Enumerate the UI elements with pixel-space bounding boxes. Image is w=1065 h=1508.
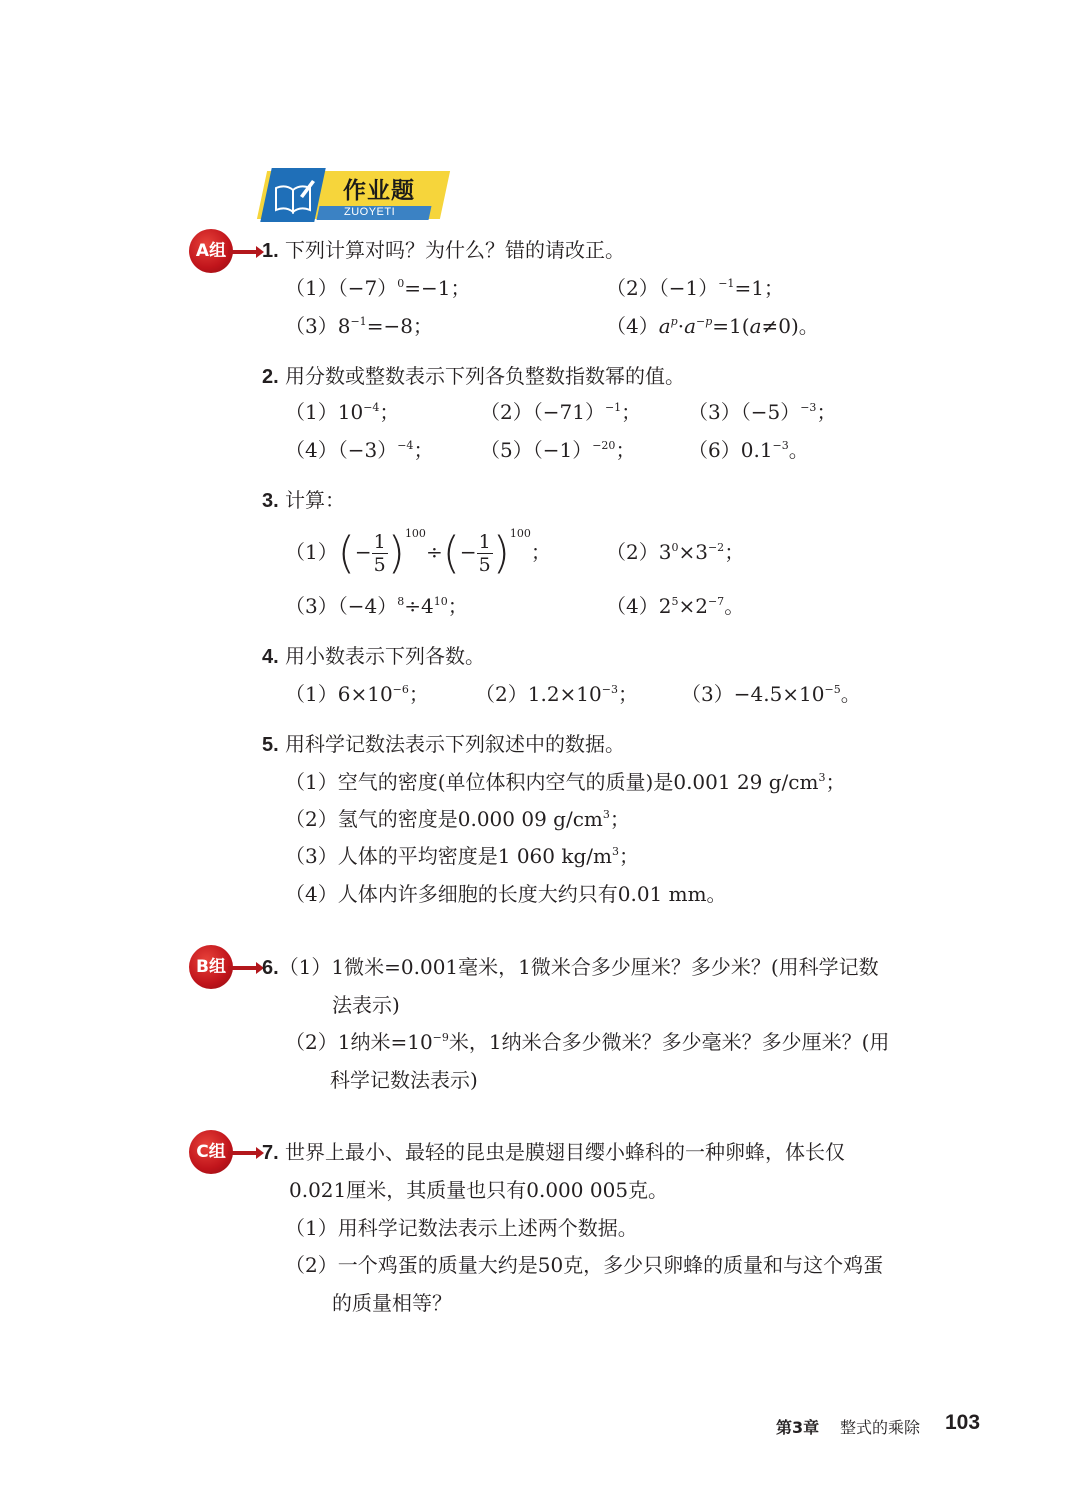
q4-p3-label: （3） <box>681 682 734 706</box>
q4-part3 <box>681 680 861 708</box>
q2-p4-base: （−3） <box>337 438 398 462</box>
q3-p3-label: （3） <box>285 594 338 618</box>
q7-p1-label: （1） <box>285 1216 338 1240</box>
q5-stem <box>262 730 625 759</box>
q5-part2 <box>285 805 630 833</box>
q3-p1-div: ÷ <box>425 540 443 564</box>
q1-p4-dot: · <box>677 314 685 338</box>
q1-p4-a3: a <box>749 314 762 338</box>
q4-p3-exp: −5 <box>824 683 841 696</box>
q1-p4-exp2: −p <box>696 315 713 328</box>
header-subtitle: ZUOYETI <box>344 206 396 218</box>
q4-p3-end: 。 <box>840 682 861 706</box>
q3-p1-exp: 100 <box>404 527 426 540</box>
q3-p1-fraction2 <box>477 531 493 576</box>
header-title: 作业题 <box>343 178 415 204</box>
footer-chapter-title: 整式的乘除 <box>840 1418 921 1437</box>
q2-p3-label: （3） <box>688 400 741 424</box>
q5-p1-end: ； <box>825 770 846 794</box>
q4-p1-label: （1） <box>285 682 338 706</box>
q5-p2-label: （2） <box>285 807 338 831</box>
q1-p3-base: 8 <box>337 314 351 338</box>
q1-p4-a: a <box>658 314 671 338</box>
q1-p4-label: （4） <box>606 314 659 338</box>
q4-p2-end: ； <box>617 682 638 706</box>
q3-p2-end: ； <box>724 540 745 564</box>
q3-stem <box>262 486 345 515</box>
q6-part1-line2: 法表示) <box>332 993 400 1017</box>
q2-p3-end: ； <box>816 400 837 424</box>
q5-p2-end: ； <box>609 807 630 831</box>
q2-p6-exp: −3 <box>772 439 789 452</box>
q2-p2-exp: −1 <box>604 401 622 414</box>
q2-p5-exp: −20 <box>592 439 616 452</box>
q1-p4-exp1: p <box>670 315 678 328</box>
q1-p2-rest: =1； <box>734 276 784 300</box>
q7-number: 7. <box>262 1142 279 1164</box>
q5-p3-end: ； <box>618 844 639 868</box>
q3-p1-denominator2: 5 <box>478 554 491 576</box>
q1-p1-label: （1） <box>285 276 338 300</box>
q6-part2-line2: 科学记数法表示) <box>330 1068 478 1092</box>
q5-part3 <box>285 842 639 870</box>
q2-p5-label: （5） <box>480 438 533 462</box>
q3-p2-label: （2） <box>606 540 659 564</box>
q2-p1-exp: −4 <box>363 401 380 414</box>
q2-part3 <box>688 398 836 426</box>
group-c-badge: C组 <box>189 1130 233 1174</box>
q3-p4-b2: 2 <box>695 594 708 618</box>
q2-p5-end: ； <box>615 438 636 462</box>
q3-p2-e1: 0 <box>671 541 679 554</box>
q1-part2 <box>606 274 784 302</box>
q5-p2-text: 氢气的密度是0.000 09 g/cm <box>337 807 603 831</box>
q7-p2-line1: 一个鸡蛋的质量大约是50克，多少只卵蜂的质量和与这个鸡蛋 <box>337 1253 884 1277</box>
q7-part1 <box>285 1214 638 1242</box>
q2-p6-end: 。 <box>788 438 809 462</box>
q7-part2-line2: 的质量相等？ <box>332 1291 452 1315</box>
q3-p1-label: （1） <box>285 540 338 564</box>
q2-p4-label: （4） <box>285 438 338 462</box>
q1-p4-a2: a <box>684 314 697 338</box>
q5-number: 5. <box>262 734 279 756</box>
group-c-pointer <box>228 1151 258 1155</box>
group-a-badge: A组 <box>189 229 233 273</box>
q3-p3-end: ； <box>447 594 468 618</box>
q1-part4 <box>606 312 819 340</box>
q3-part1 <box>285 524 551 580</box>
group-b-pointer <box>228 966 258 970</box>
q3-p2-e2: −2 <box>707 541 725 554</box>
q4-stem <box>262 642 485 671</box>
q2-p1-label: （1） <box>285 400 338 424</box>
q2-p1-base: 10 <box>337 400 364 424</box>
q1-p2-exp: −1 <box>718 277 735 290</box>
q3-p1-denominator: 5 <box>373 554 386 576</box>
q7-line1-text: 世界上最小、最轻的昆虫是膜翅目缨小蜂科的一种卵蜂，体长仅 <box>285 1140 846 1164</box>
q3-text: 计算： <box>285 488 346 512</box>
q3-p1-rparen: ) <box>387 527 405 579</box>
q4-p2-label: （2） <box>475 682 528 706</box>
q5-p3-text: 人体的平均密度是1 060 kg/m <box>337 844 612 868</box>
q1-part3 <box>285 312 433 340</box>
q3-part4 <box>606 592 744 620</box>
q3-p4-label: （4） <box>606 594 659 618</box>
q1-p3-label: （3） <box>285 314 338 338</box>
q3-p1-fraction <box>372 531 388 576</box>
q2-p3-base: （−5） <box>740 400 801 424</box>
q3-p3-e1: 8 <box>397 595 405 608</box>
q5-p3-exp: 3 <box>611 845 619 858</box>
q4-p2-base: 1.2×10 <box>527 682 602 706</box>
q3-p1-numerator: 1 <box>373 531 386 553</box>
footer-chapter: 第3章 <box>776 1418 820 1437</box>
q7-part2-line1 <box>285 1251 883 1279</box>
q3-p4-op: × <box>678 594 696 618</box>
book-pen-icon <box>270 174 318 218</box>
q7-line2: 0.021厘米，其质量也只有0.000 005克。 <box>289 1178 669 1202</box>
q3-p1-end: ； <box>530 540 551 564</box>
q6-number: 6. <box>262 957 279 979</box>
q1-p3-rest: =−8； <box>366 314 433 338</box>
q7-p1-text: 用科学记数法表示上述两个数据。 <box>337 1216 638 1240</box>
q2-p4-end: ； <box>413 438 434 462</box>
q1-text: 下列计算对吗？为什么？错的请改正。 <box>285 238 626 262</box>
q2-part1 <box>285 398 399 426</box>
q2-p3-exp: −3 <box>800 401 817 414</box>
q2-p6-base: 0.1 <box>740 438 773 462</box>
q4-part1 <box>285 680 429 708</box>
q3-p1-minus: − <box>354 540 372 564</box>
q6-p1-label: （1） <box>278 955 332 979</box>
q4-p1-exp: −6 <box>392 683 409 696</box>
q1-p1-exp: 0 <box>397 277 405 290</box>
q2-part2 <box>480 398 641 426</box>
q2-p4-exp: −4 <box>397 439 414 452</box>
q1-p1-rest: =−1； <box>404 276 471 300</box>
q3-p2-op: × <box>678 540 696 564</box>
q5-p1-label: （1） <box>285 770 338 794</box>
q4-part2 <box>475 680 638 708</box>
q7-p2-label: （2） <box>285 1253 338 1277</box>
q3-p1-lparen2: ( <box>442 527 460 579</box>
q3-number: 3. <box>262 490 279 512</box>
q2-number: 2. <box>262 366 279 388</box>
q5-p3-label: （3） <box>285 844 338 868</box>
q6-part2-line1 <box>285 1028 889 1056</box>
q5-p2-exp: 3 <box>602 808 610 821</box>
q5-p1-exp: 3 <box>818 771 826 784</box>
q6-p2-b: 米，1纳米合多少微米？多少毫米？多少厘米？(用 <box>448 1030 890 1054</box>
q4-p1-base: 6×10 <box>337 682 393 706</box>
q2-stem <box>262 362 685 391</box>
q7-line1 <box>262 1138 845 1167</box>
q1-stem <box>262 236 625 265</box>
q4-p2-exp: −3 <box>601 683 618 696</box>
q3-p3-op: ÷ <box>404 594 421 618</box>
page-number: 103 <box>945 1411 981 1434</box>
q3-p3-b1: （−4） <box>337 594 398 618</box>
q4-p1-end: ； <box>408 682 429 706</box>
q5-part1 <box>285 768 845 796</box>
q3-p4-e1: 5 <box>671 595 679 608</box>
q1-p1-base: （−7） <box>337 276 398 300</box>
q3-part2 <box>606 538 744 566</box>
q1-p4-rest1: =1( <box>712 314 750 338</box>
q5-p4-text: 人体内许多细胞的长度大约只有0.01 mm。 <box>337 882 727 906</box>
q5-p1-text: 空气的密度(单位体积内空气的质量)是0.001 29 g/cm <box>337 770 819 794</box>
q3-p1-lparen: ( <box>337 527 355 579</box>
q5-p4-label: （4） <box>285 882 338 906</box>
q3-p4-end: 。 <box>724 594 745 618</box>
q3-p1-numerator2: 1 <box>478 531 491 553</box>
q3-p2-b2: 3 <box>695 540 708 564</box>
q2-p1-end: ； <box>379 400 400 424</box>
q3-p4-b1: 2 <box>658 594 672 618</box>
q3-p1-rparen2: ) <box>492 527 510 579</box>
q6-p1-line1: 1微米=0.001毫米，1微米合多少厘米？多少米？(用科学记数 <box>331 955 879 979</box>
group-b-badge: B组 <box>189 945 233 989</box>
q2-part5 <box>480 436 635 464</box>
q3-p1-exp2: 100 <box>509 527 531 540</box>
q3-p3-b2: 4 <box>420 594 434 618</box>
q1-p2-base: （−1） <box>658 276 719 300</box>
q6-p2-exp: −9 <box>432 1031 449 1044</box>
q2-text: 用分数或整数表示下列各负整数指数幂的值。 <box>285 364 686 388</box>
q2-p2-base: （−71） <box>532 400 605 424</box>
q1-p2-label: （2） <box>606 276 659 300</box>
q3-p4-e2: −7 <box>707 595 725 608</box>
q4-text: 用小数表示下列各数。 <box>285 644 486 668</box>
q5-part4 <box>285 880 727 908</box>
q5-text: 用科学记数法表示下列叙述中的数据。 <box>285 732 626 756</box>
q1-part1 <box>285 274 470 302</box>
q1-number: 1. <box>262 240 279 262</box>
q2-p6-label: （6） <box>688 438 741 462</box>
q4-number: 4. <box>262 646 279 668</box>
q2-p2-label: （2） <box>480 400 533 424</box>
q1-p3-exp: −1 <box>350 315 367 328</box>
q2-p5-base: （−1） <box>532 438 593 462</box>
q2-part4 <box>285 436 433 464</box>
q1-p4-rest2: ≠0)。 <box>761 314 819 338</box>
q3-part3 <box>285 592 468 620</box>
q3-p1-minus2: − <box>459 540 477 564</box>
q6-p2-label: （2） <box>285 1030 338 1054</box>
q4-p3-base: −4.5×10 <box>733 682 825 706</box>
group-a-pointer <box>228 250 258 254</box>
q3-p2-b1: 3 <box>658 540 672 564</box>
q3-p3-e2: 10 <box>433 595 448 608</box>
q6-part1-line1 <box>262 953 879 982</box>
q2-part6 <box>688 436 809 464</box>
q2-p2-end: ； <box>621 400 642 424</box>
q6-p2-a: 1纳米=10 <box>337 1030 433 1054</box>
